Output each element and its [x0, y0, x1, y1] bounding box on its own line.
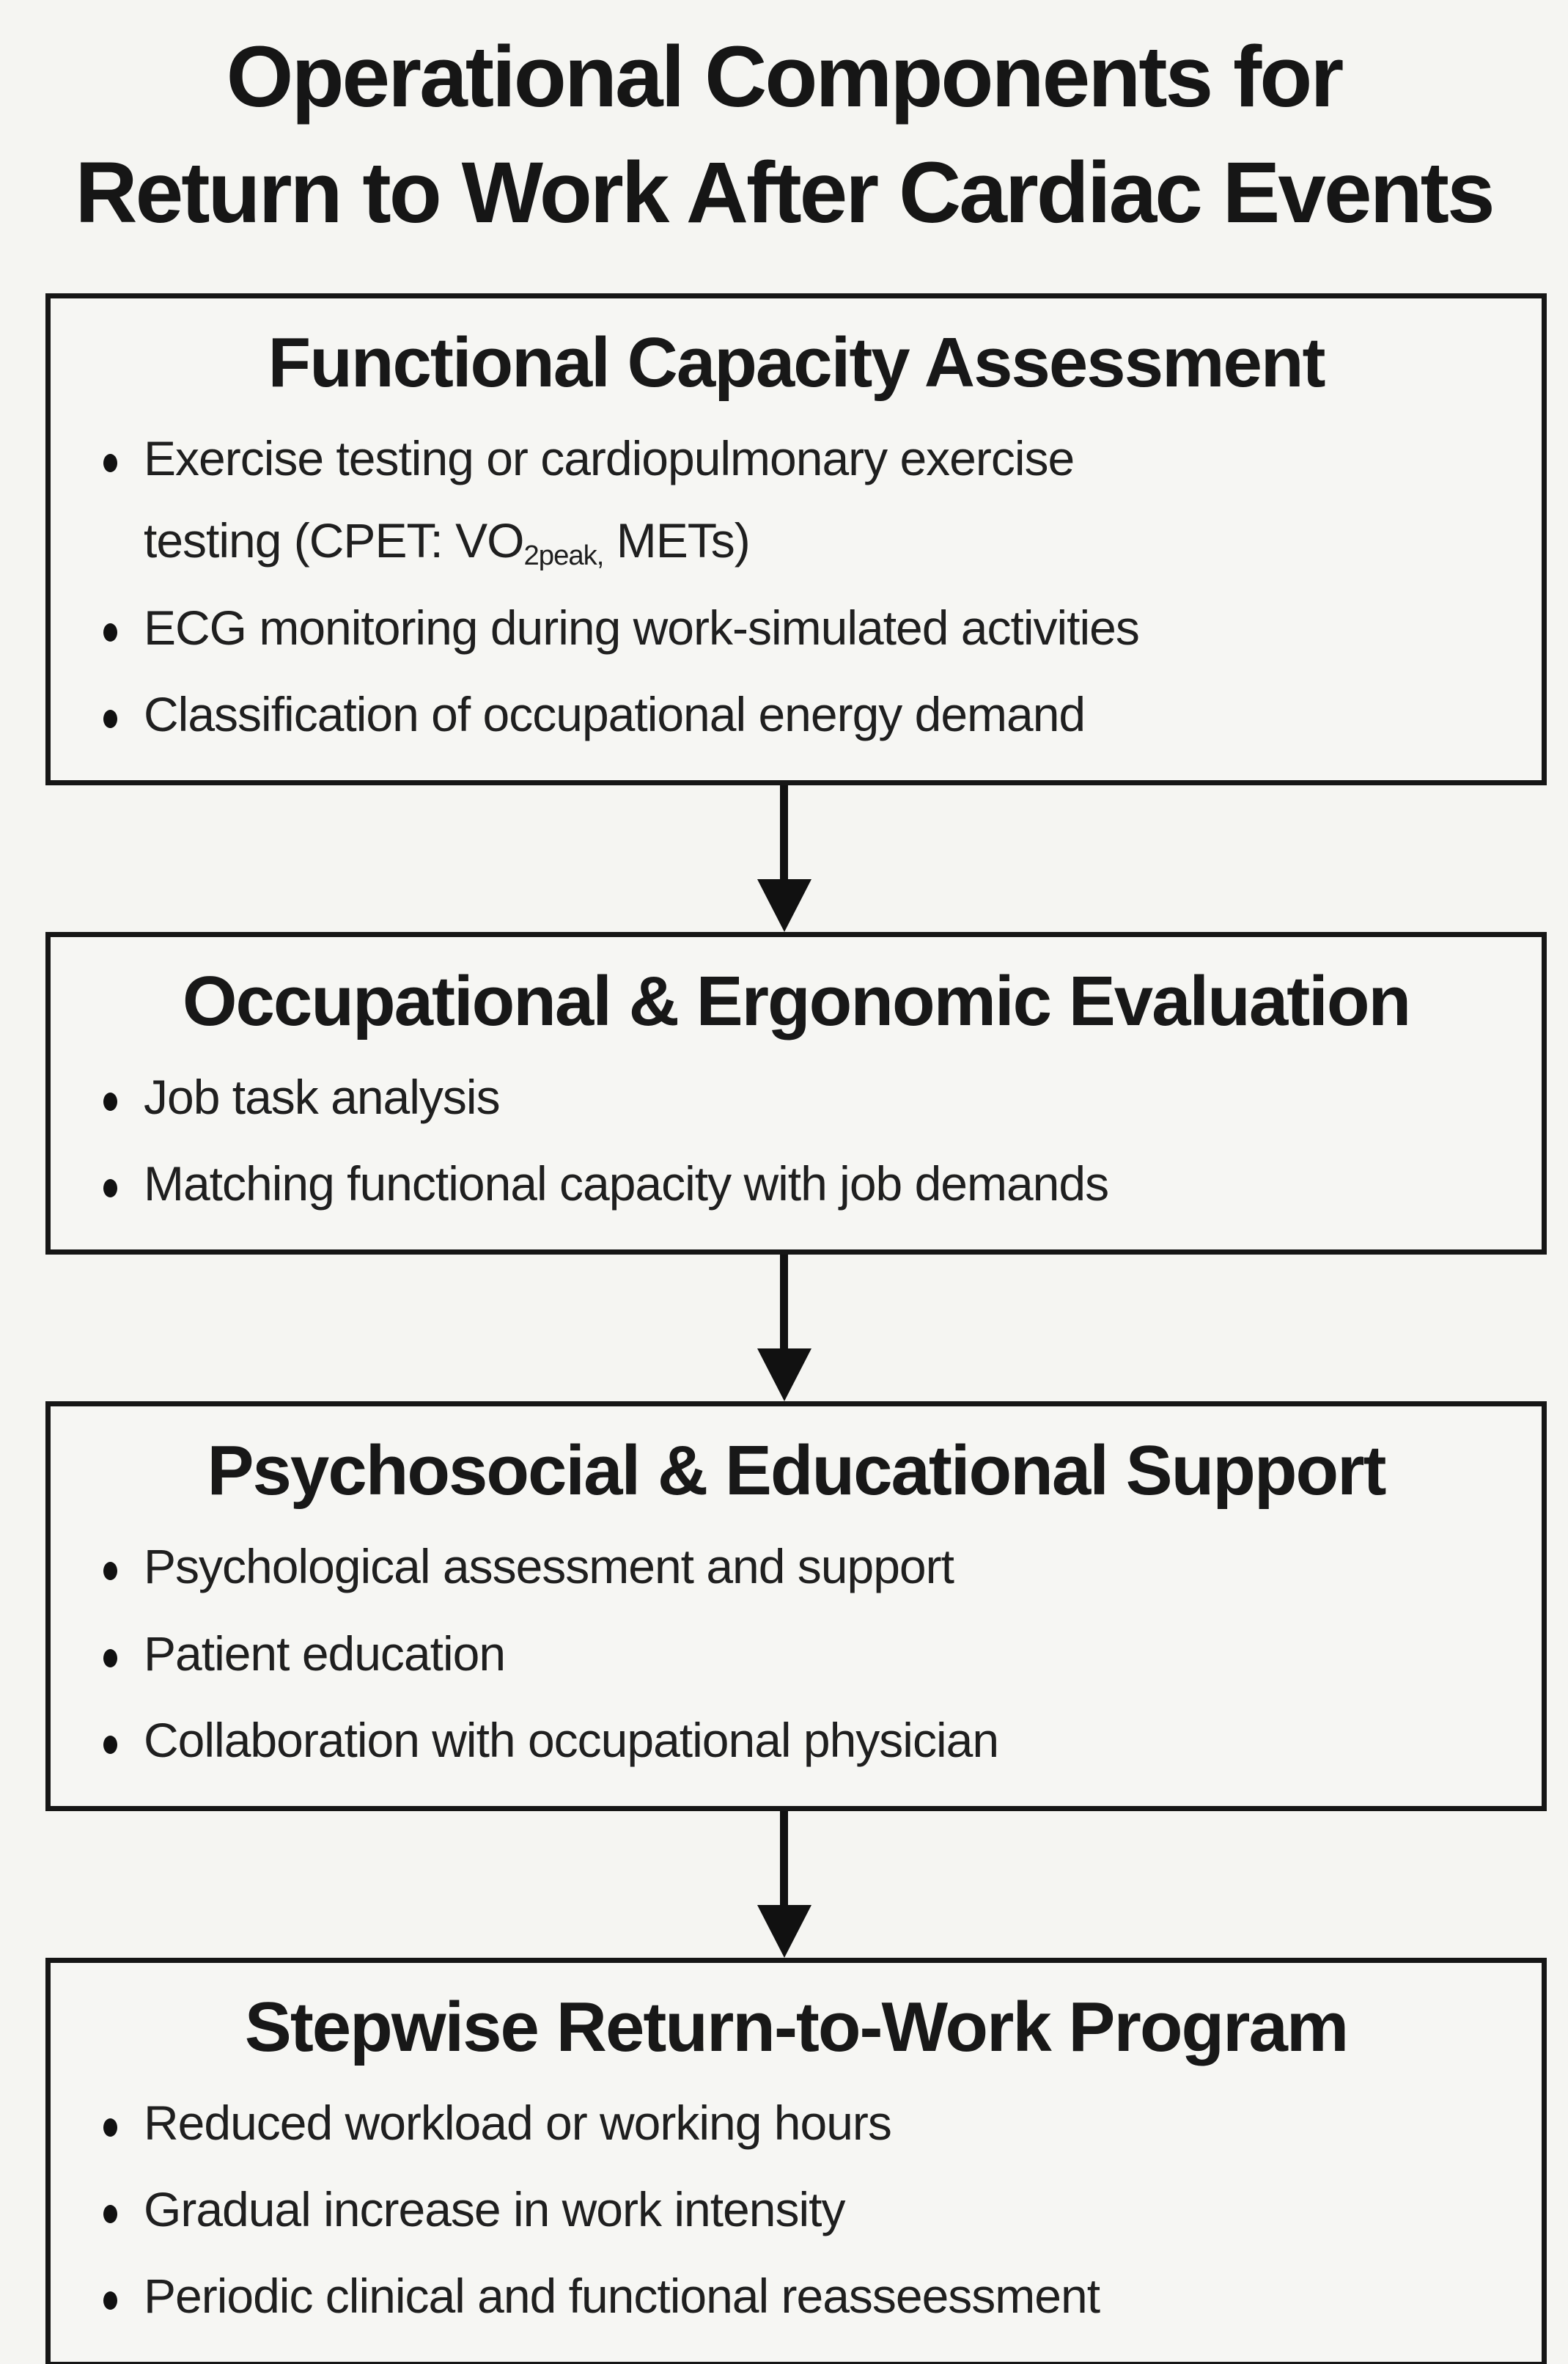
diagram-title	[0, 0, 1568, 251]
bullet-item	[102, 1142, 1490, 1225]
bullet-text: ECG monitoring during work-simulated activities	[144, 600, 1139, 655]
box-heading: Occupational & Ergonomic Evaluation	[182, 961, 1410, 1040]
bullet-item	[102, 1525, 1490, 1607]
diagram-title-line-2: Return to Work After Cardiac Events	[75, 144, 1493, 242]
box-heading: Stepwise Return-to-Work Program	[244, 1987, 1348, 2066]
bullet-dot	[103, 1093, 117, 1111]
bullet-text	[144, 417, 1074, 581]
bullet-text-line-1: Exercise testing or cardiopulmonary exercise	[144, 431, 1075, 486]
bullet-text: Reduced workload or working hours	[144, 2095, 891, 2150]
bullet-dot	[103, 454, 117, 472]
bullet-item	[102, 2255, 1490, 2337]
down-arrow-icon	[751, 1811, 817, 1958]
bullet-text: Patient education	[144, 1626, 506, 1681]
bullet-item	[102, 673, 1490, 755]
arrow-head	[757, 1348, 811, 1401]
bullet-dot	[103, 1649, 117, 1667]
bullet-text: Classification of occupational energy demand	[144, 686, 1086, 741]
vo2peak-subscript: 2peak,	[523, 540, 604, 572]
arrow-head	[757, 879, 811, 932]
bullet-text: Periodic clinical and functional reasseessment	[144, 2269, 1100, 2324]
bullet-text: Collaboration with occupational physician	[144, 1712, 999, 1767]
bullet-item	[102, 1056, 1490, 1138]
box-heading: Functional Capacity Assessment	[268, 323, 1325, 403]
bullet-item	[102, 2168, 1490, 2250]
bullet-dot	[103, 710, 117, 728]
bullet-item	[102, 587, 1490, 669]
box-stepwise-return-to-work-program	[45, 1958, 1547, 2364]
box-functional-capacity-assessment	[45, 293, 1547, 785]
box-occupational-ergonomic-evaluation	[45, 932, 1547, 1255]
bullet-list	[102, 1525, 1490, 1781]
bullet-item	[102, 1699, 1490, 1781]
bullet-dot	[103, 2118, 117, 2137]
bullet-item	[102, 417, 1490, 581]
bullet-dot	[103, 1562, 117, 1580]
bullet-dot	[103, 1179, 117, 1197]
bullet-dot	[103, 2291, 117, 2310]
bullet-item	[102, 1612, 1490, 1695]
bullet-dot	[103, 623, 117, 642]
bullet-text-line-2-end: METs)	[603, 513, 750, 568]
box-heading: Psychosocial & Educational Support	[207, 1431, 1385, 1510]
bullet-dot	[103, 1736, 117, 1754]
bullet-text-line-2: testing (CPET: VO	[144, 513, 524, 568]
bullet-text: Job task analysis	[144, 1069, 500, 1124]
down-arrow-icon	[751, 1255, 817, 1401]
diagram-title-line-1: Operational Components for	[226, 29, 1342, 125]
bullet-item	[102, 2082, 1490, 2164]
bullet-dot	[103, 2205, 117, 2223]
down-arrow-icon	[751, 785, 817, 932]
bullet-list	[102, 1056, 1490, 1225]
bullet-text: Psychological assessment and support	[144, 1539, 954, 1594]
bullet-list	[102, 2082, 1490, 2338]
arrow-shaft	[780, 1811, 788, 1905]
bullet-list	[102, 417, 1490, 755]
arrow-shaft	[780, 785, 788, 879]
arrow-head	[757, 1905, 811, 1958]
bullet-text: Matching functional capacity with job demands	[144, 1156, 1109, 1211]
arrow-shaft	[780, 1255, 788, 1348]
box-psychosocial-educational-support	[45, 1401, 1547, 1811]
bullet-text: Gradual increase in work intensity	[144, 2182, 845, 2237]
